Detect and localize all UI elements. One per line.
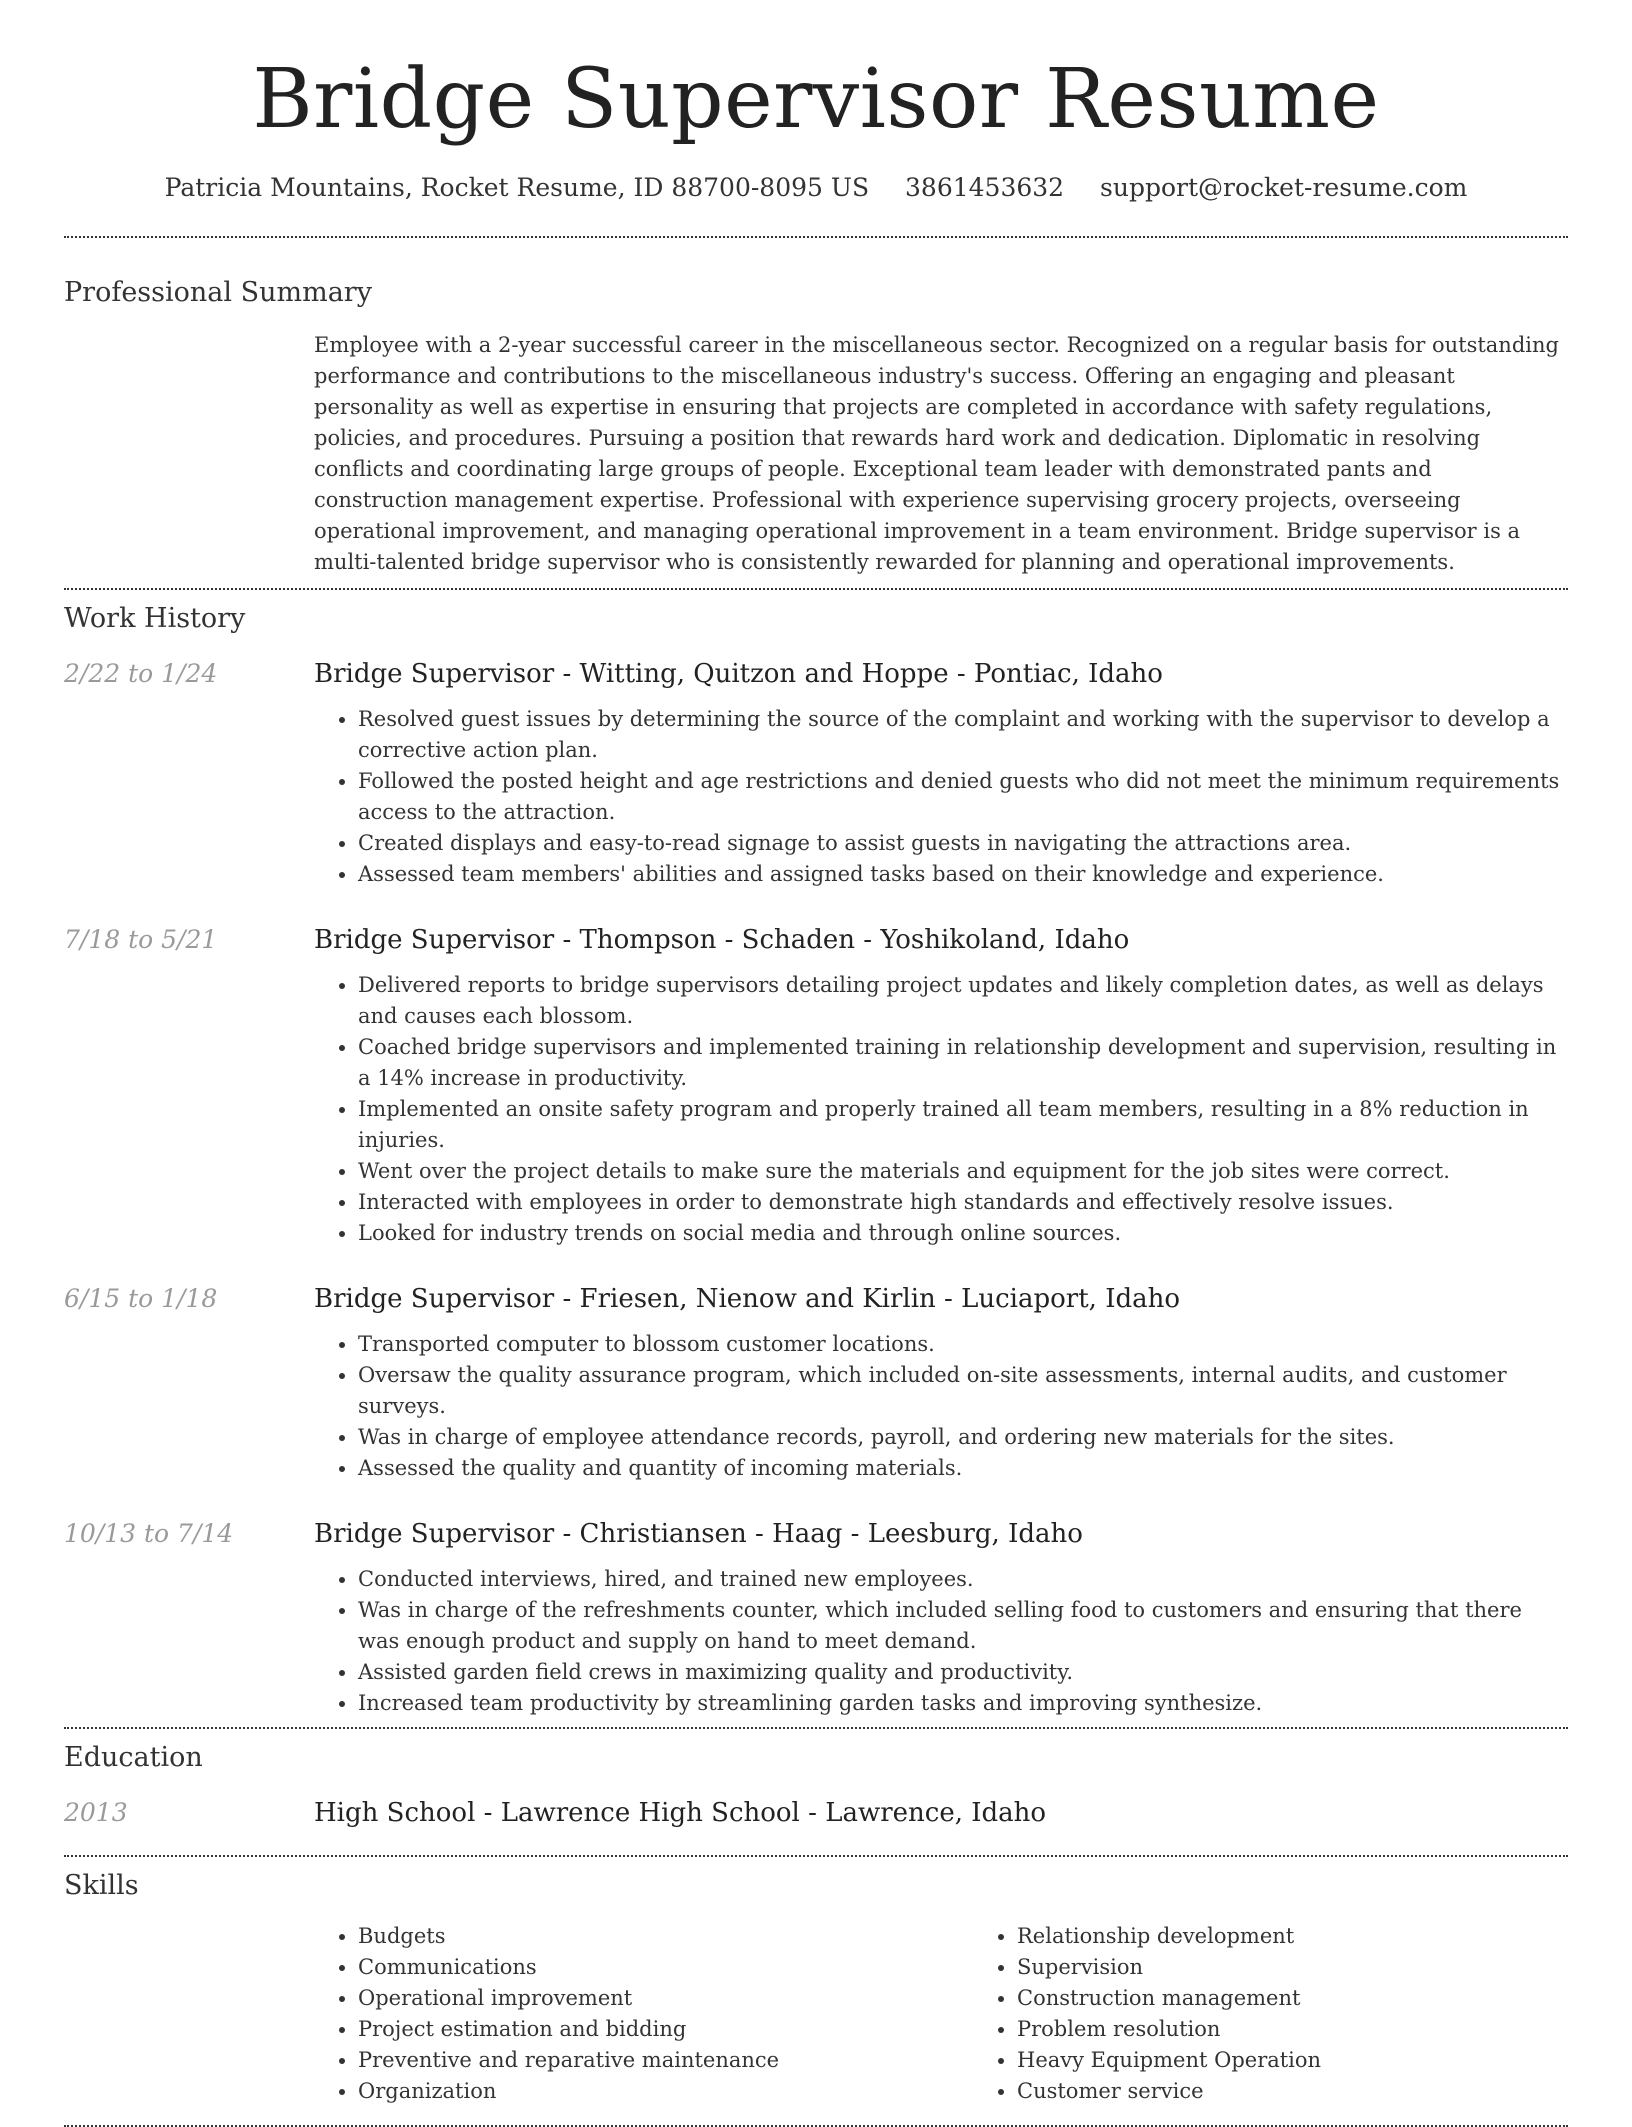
job-dates: 6/15 to 1/18 xyxy=(64,1284,218,1313)
skill-item: • Project estimation and bidding xyxy=(358,2014,973,2045)
job-bullet: • Implemented an onsite safety program and properly trained all team members, resulting in a 8% reduction in injuries. xyxy=(358,1094,1568,1156)
job-bullets xyxy=(314,1329,1568,1484)
job-dates: 10/13 to 7/14 xyxy=(64,1519,234,1548)
contact-address: Patricia Mountains, Rocket Resume, ID 88700-8095 US xyxy=(164,173,870,202)
job-bullet: • Followed the posted height and age restrictions and denied guests who did not meet the minimum requirements access to the attraction. xyxy=(358,766,1568,828)
skill-item: • Relationship development xyxy=(1017,1921,1632,1952)
skills-list-left xyxy=(314,1921,973,2107)
section-title-work: Work History xyxy=(64,603,246,634)
divider xyxy=(64,1727,1568,1729)
job-bullets xyxy=(314,704,1568,890)
summary-text: Employee with a 2-year successful career in the miscellaneous sector. Recognized on a regular basis for outstanding performance and contributions to the miscellaneous industry's success. Offering an engaging and pleasant personality as well as expertise in ensuring that projects are completed in accordance with safety regulations, policies, and procedures. Pursuing a position that rewards hard work and dedication. Diplomatic in resolving conflicts and coordinating large groups of people. Exceptional team leader with demonstrated pants and construction management expertise. Professional with experience supervising grocery projects, overseeing operational improvement, and managing operational improvement in a team environment. Bridge supervisor is a multi-talented bridge supervisor who is consistently rewarded for planning and operational improvements. xyxy=(314,333,1559,574)
job-bullet: • Interacted with employees in order to demonstrate high standards and effectively resolve issues. xyxy=(358,1187,1568,1218)
job-bullet: • Looked for industry trends on social media and through online sources. xyxy=(358,1218,1568,1249)
job-entry xyxy=(64,924,1568,1249)
job-title: Bridge Supervisor - Thompson - Schaden - Yoshikoland, Idaho xyxy=(314,925,1130,955)
job-bullet: • Was in charge of the refreshments counter, which included selling food to customers and ensuring that there was enough product and supply on hand to meet demand. xyxy=(358,1595,1568,1657)
job-bullet: • Increased team productivity by streamlining garden tasks and improving synthesize. xyxy=(358,1688,1568,1719)
contact-phone: 3861453632 xyxy=(905,173,1065,202)
section-title-education: Education xyxy=(64,1742,203,1773)
skill-item: • Communications xyxy=(358,1952,973,1983)
skills-list-right xyxy=(973,1921,1632,2107)
resume-page xyxy=(64,0,1568,2127)
job-bullet: • Assisted garden field crews in maximizing quality and productivity. xyxy=(358,1657,1568,1688)
skill-item: • Customer service xyxy=(1017,2076,1632,2107)
job-bullet: • Assessed the quality and quantity of incoming materials. xyxy=(358,1453,1568,1484)
job-dates: 2/22 to 1/24 xyxy=(64,659,218,688)
skill-item: • Supervision xyxy=(1017,1952,1632,1983)
job-bullet: • Assessed team members' abilities and assigned tasks based on their knowledge and experience. xyxy=(358,859,1568,890)
contact-line xyxy=(64,172,1568,204)
job-title: Bridge Supervisor - Witting, Quitzon and Hoppe - Pontiac, Idaho xyxy=(314,659,1163,689)
section-title-skills: Skills xyxy=(64,1870,139,1901)
job-bullets xyxy=(314,970,1568,1249)
summary-spacer xyxy=(64,330,314,578)
job-bullets xyxy=(314,1564,1568,1719)
section-title-summary: Professional Summary xyxy=(64,277,372,308)
skill-item: • Problem resolution xyxy=(1017,2014,1632,2045)
job-bullet: • Oversaw the quality assurance program, which included on-site assessments, internal audits, and customer surveys. xyxy=(358,1360,1568,1422)
job-bullet: • Went over the project details to make sure the materials and equipment for the job sites were correct. xyxy=(358,1156,1568,1187)
education-year: 2013 xyxy=(64,1798,128,1827)
education-school: High School - Lawrence High School - Lawrence, Idaho xyxy=(314,1798,1047,1828)
job-bullet: • Delivered reports to bridge supervisors detailing project updates and likely completion dates, as well as delays and causes each blossom. xyxy=(358,970,1568,1032)
contact-email: support@rocket-resume.com xyxy=(1100,173,1468,202)
skill-item: • Operational improvement xyxy=(358,1983,973,2014)
job-entry xyxy=(64,1283,1568,1484)
resume-title: Bridge Supervisor Resume xyxy=(252,52,1380,147)
skills-spacer xyxy=(64,1921,314,2107)
divider xyxy=(64,588,1568,590)
divider xyxy=(64,236,1568,238)
job-bullet: • Created displays and easy-to-read signage to assist guests in navigating the attractions area. xyxy=(358,828,1568,859)
skills-row xyxy=(64,1921,1568,2107)
job-title: Bridge Supervisor - Friesen, Nienow and Kirlin - Luciaport, Idaho xyxy=(314,1284,1181,1314)
skill-item: • Budgets xyxy=(358,1921,973,1952)
job-entry xyxy=(64,658,1568,890)
job-bullet: • Conducted interviews, hired, and trained new employees. xyxy=(358,1564,1568,1595)
job-bullet: • Resolved guest issues by determining the source of the complaint and working with the supervisor to develop a corrective action plan. xyxy=(358,704,1568,766)
job-entry xyxy=(64,1518,1568,1719)
job-dates: 7/18 to 5/21 xyxy=(64,925,218,954)
skill-item: • Preventive and reparative maintenance xyxy=(358,2045,973,2076)
job-title: Bridge Supervisor - Christiansen - Haag - Leesburg, Idaho xyxy=(314,1519,1083,1549)
skill-item: • Organization xyxy=(358,2076,973,2107)
skill-item: • Construction management xyxy=(1017,1983,1632,2014)
skills-columns xyxy=(314,1921,1632,2107)
divider xyxy=(64,1855,1568,1857)
skill-item: • Heavy Equipment Operation xyxy=(1017,2045,1632,2076)
summary-row xyxy=(64,330,1568,578)
job-bullet: • Transported computer to blossom customer locations. xyxy=(358,1329,1568,1360)
education-entry xyxy=(64,1797,1568,1829)
job-bullet: • Was in charge of employee attendance records, payroll, and ordering new materials for the sites. xyxy=(358,1422,1568,1453)
job-bullet: • Coached bridge supervisors and implemented training in relationship development and supervision, resulting in a 14% increase in productivity. xyxy=(358,1032,1568,1094)
